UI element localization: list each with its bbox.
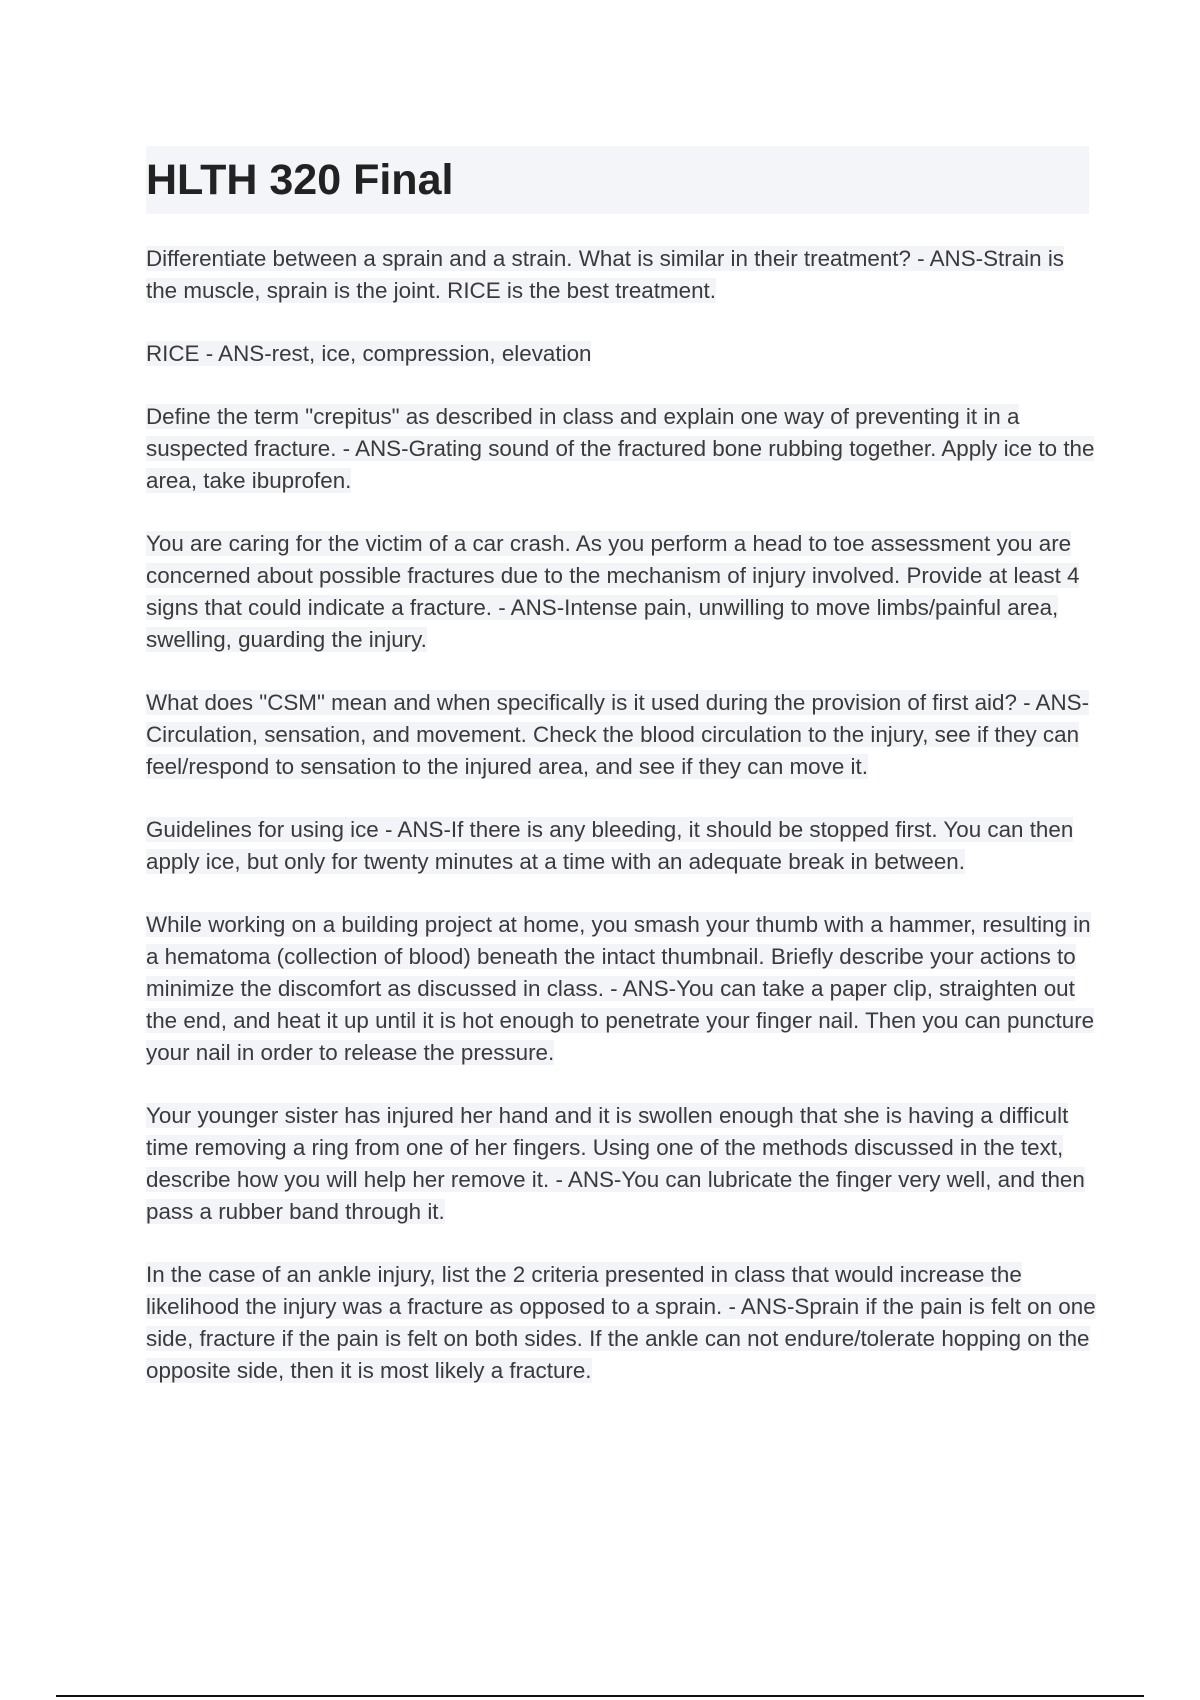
qa-item	[146, 528, 1096, 656]
qa-item	[146, 814, 1096, 878]
qa-item	[146, 687, 1096, 783]
qa-text: You are caring for the victim of a car crash. As you perform a head to toe assessment you are concerned about possible fractures due to the mechanism of injury involved. Provide at least 4 signs that could indicate a fracture. - ANS-Intense pain, unwilling to move limbs/painful area, swelling, guarding the injury.	[146, 531, 1080, 652]
qa-text: In the case of an ankle injury, list the 2 criteria presented in class that would increase the likelihood the injury was a fracture as opposed to a sprain. - ANS-Sprain if the pain is felt on one side, fracture if the pain is felt on both sides. If the ankle can not endure/tolerate hopping on the opposite side, then it is most likely a fracture.	[146, 1262, 1096, 1383]
qa-item	[146, 1259, 1096, 1387]
qa-text: Your younger sister has injured her hand and it is swollen enough that she is having a difficult time removing a ring from one of her fingers. Using one of the methods discussed in the text, describe how you will help her remove it. - ANS-You can lubricate the finger very well, and then pass a rubber band through it.	[146, 1103, 1085, 1224]
qa-text: While working on a building project at home, you smash your thumb with a hammer, resulting in a hematoma (collection of blood) beneath the intact thumbnail. Briefly describe your actions to minimize the discomfort as discussed in class. - ANS-You can take a paper clip, straighten out the end, and heat it up until it is hot enough to penetrate your finger nail. Then you can puncture your nail in order to release the pressure.	[146, 912, 1095, 1065]
qa-text: What does "CSM" mean and when specifically is it used during the provision of first aid? - ANS-Circulation, sensation, and movement. Check the blood circulation to the injury, see if they can feel/respond to sensation to the injured area, and see if they can move it.	[146, 690, 1090, 779]
qa-text: RICE - ANS-rest, ice, compression, elevation	[146, 341, 592, 366]
qa-item	[146, 401, 1096, 497]
qa-text: Differentiate between a sprain and a strain. What is similar in their treatment? - ANS-Strain is the muscle, sprain is the joint. RICE is the best treatment.	[146, 246, 1065, 303]
title-block	[146, 146, 1089, 214]
qa-list	[146, 243, 1096, 1418]
qa-item	[146, 909, 1096, 1069]
qa-item	[146, 1100, 1096, 1228]
qa-text: Guidelines for using ice - ANS-If there is any bleeding, it should be stopped first. You can then apply ice, but only for twenty minutes at a time with an adequate break in between.	[146, 817, 1074, 874]
qa-text: Define the term "crepitus" as described in class and explain one way of preventing it in a suspected fracture. - ANS-Grating sound of the fractured bone rubbing together. Apply ice to the area, take ibuprofen.	[146, 404, 1095, 493]
footer-divider	[56, 1695, 1144, 1697]
page-title: HLTH 320 Final	[146, 156, 454, 204]
qa-item	[146, 338, 1096, 370]
qa-item	[146, 243, 1096, 307]
